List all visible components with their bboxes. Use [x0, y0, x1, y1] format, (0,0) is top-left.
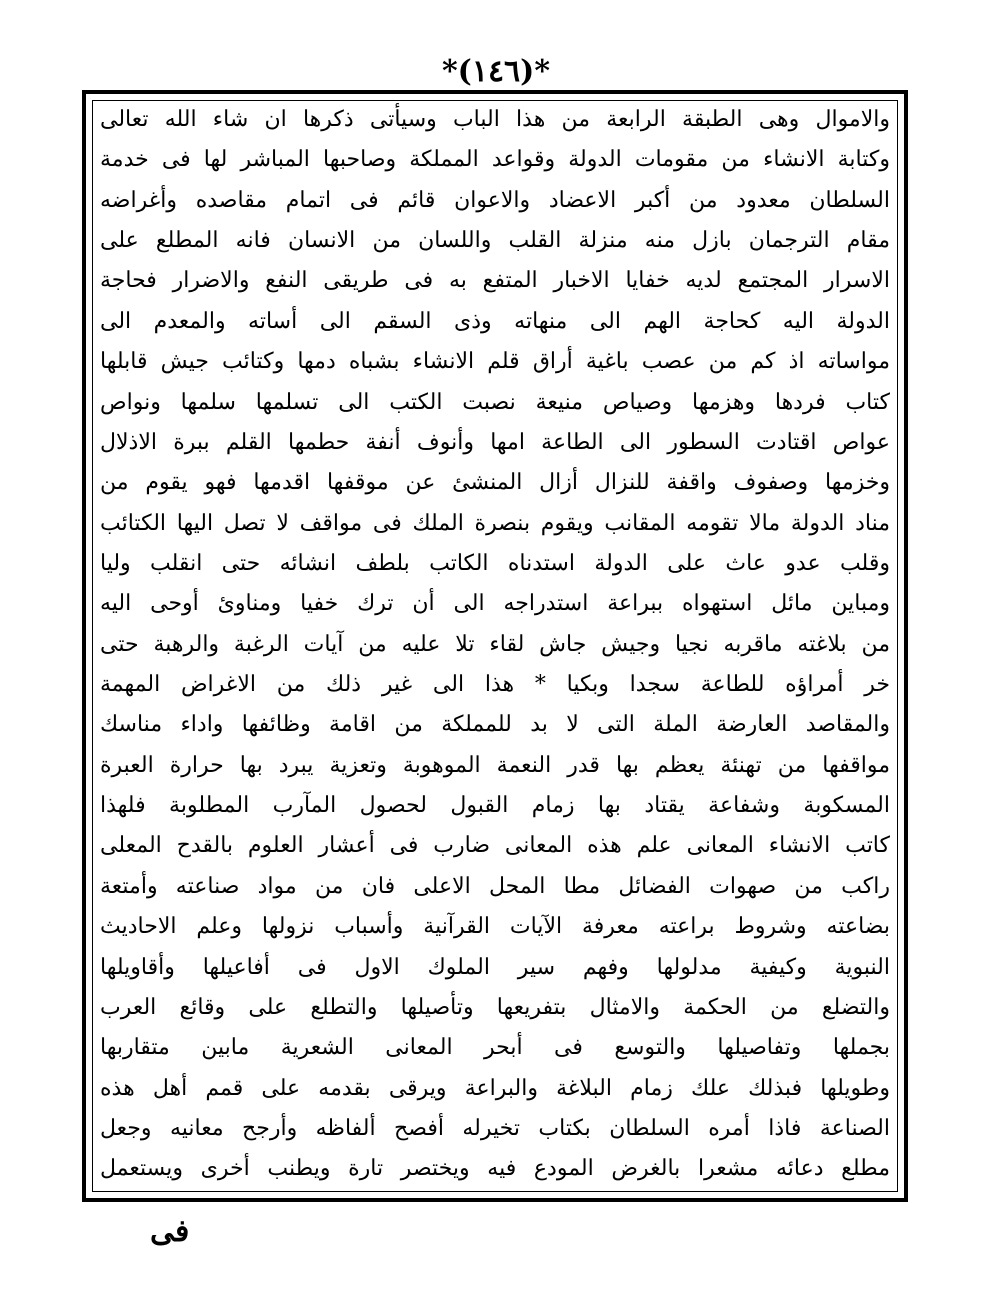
text-line: بجملها وتفاصيلها والتوسع فى أبحر المعانى الشعرية مابين متقاربها	[100, 1035, 890, 1061]
text-line: الصناعة فاذا أمره السلطان بكتاب تخيرله أفصح ألفاظه وأرجح معانيه وجعل	[100, 1115, 890, 1141]
text-line: وكتابة الانشاء من مقومات الدولة وقواعد المملكة وصاحبها المباشر لها فى خدمة	[100, 147, 890, 173]
text-line: مناد الدولة مالا تقومه المقانب ويقوم بنصرة الملك فى مواقف لا تصل اليها الكتائب	[100, 510, 890, 536]
text-line: خر أمراؤه للطاعة سجدا وبكيا * هذا الى غير ذلك من الاغراض المهمة	[100, 672, 890, 698]
body-text	[100, 102, 890, 1188]
text-line: السلطان معدود من أكبر الاعضاد والاعوان قائم فى اتمام مقاصده وأغراضه	[100, 187, 890, 213]
page-number: *(١٤٦)*	[441, 54, 551, 89]
text-line: مواساته اذ كم من عصب باغية أراق قلم الانشاء بشباه دمها وكتائب جيش قابلها	[100, 349, 890, 375]
text-line: من بلاغته ماقربه نجيا وجيش جاش لقاء تلا عليه من آيات الرغبة والرهبة حتى	[100, 631, 890, 657]
text-line: والاموال وهى الطبقة الرابعة من هذا الباب وسيأتى ذكرها ان شاء الله تعالى	[100, 107, 890, 132]
text-line: المسكوبة وشفاعة يقتاد بها زمام القبول لحصول المآرب المطلوبة فلهذا	[100, 793, 890, 819]
text-line: مواقفها من تهنئة يعظم بها قدر النعمة الموهوبة وتعزية يبرد بها حرارة العبرة	[100, 752, 890, 778]
text-line: بضاعته وشروط براعته معرفة الآيات القرآنية وأسباب نزولها وعلم الاحاديث	[100, 914, 890, 940]
text-line: الاسرار المجتمع لديه خفايا الاخبار المتفع به فى طريقى النفع والاضرار فحاجة	[100, 268, 890, 294]
text-line: والتضلع من الحكمة والامثال بتفريعها وتأصيلها والتطلع على وقائع العرب	[100, 994, 890, 1020]
text-line: وخزمها وصفوف واقفة للنزال أزال المنشئ عن موقفها اقدمها فهو يقوم من	[100, 470, 890, 496]
text-line: ومباين مائل استهواه ببراعة استدراجه الى أن ترك خفيا ومناوئ أوحى اليه	[100, 591, 890, 617]
catchword: فى	[150, 1214, 190, 1249]
text-line: كتاب فردها وهزمها وصياص منيعة نصبت الكتب الى تسلمها سلمها ونواص	[100, 389, 890, 415]
text-line: مقام الترجمان بازل منه منزلة القلب واللسان من الانسان فانه المطلع على	[100, 228, 890, 254]
text-line: النبوية وكيفية مدلولها وفهم سير الملوك الاول فى أفاعيلها وأقاويلها	[100, 954, 890, 980]
text-line: وطويلها فبذلك علك زمام البلاغة والبراعة ويرقى بقدمه على قمم أهل هذه	[100, 1075, 890, 1101]
text-line: مطلع دعائه مشعرا بالغرض المودع فيه ويختصر تارة ويطنب أخرى ويستعمل	[100, 1156, 890, 1182]
text-line: كاتب الانشاء المعانى علم هذه المعانى ضارب فى أعشار العلوم بالقدح المعلى	[100, 833, 890, 859]
text-line: والمقاصد العارضة الملة التى لا بد للمملكة من اقامة وظائفها واداء مناسك	[100, 712, 890, 738]
text-line: الدولة اليه كحاجة الهم الى منهاته وذى السقم الى أساته والمعدم الى	[100, 308, 890, 334]
text-line: عواص اقتادت السطور الى الطاعة امها وأنوف أنفة حطمها القلم ببرة الاذلال	[100, 429, 890, 455]
text-line: راكب من صهوات الفضائل مطا المحل الاعلى فان من مواد صناعته وأمتعة	[100, 873, 890, 899]
text-line: وقلب عدو عاث على الدولة استدناه الكاتب بلطف انشائه حتى انقلب وليا	[100, 550, 890, 576]
